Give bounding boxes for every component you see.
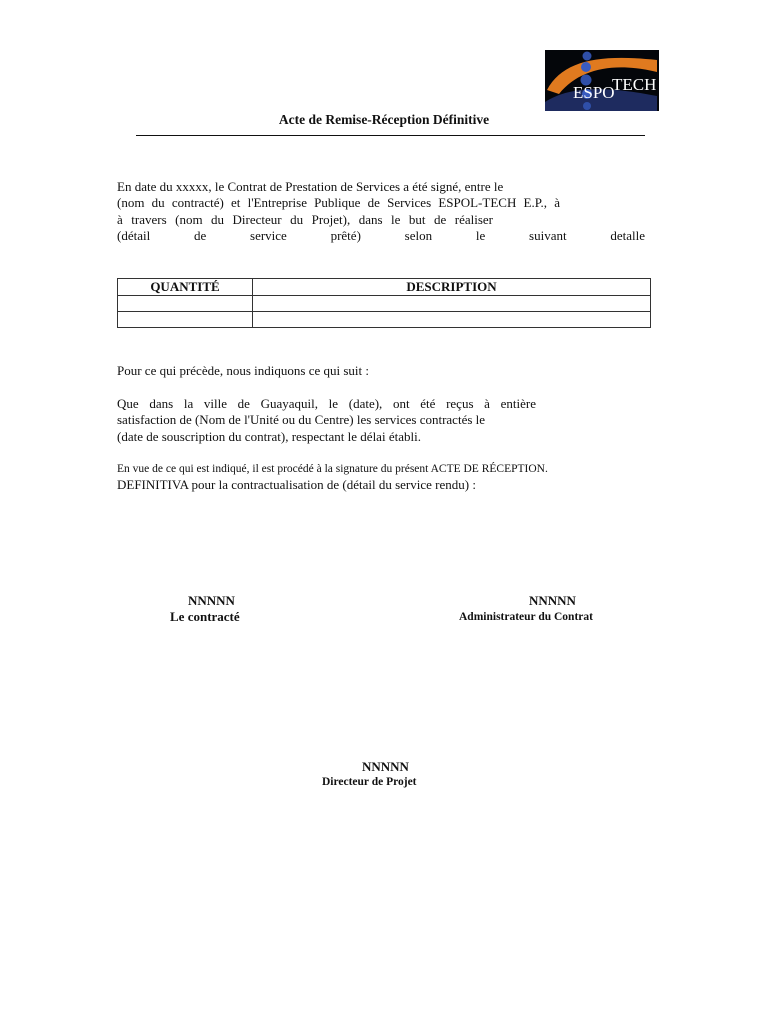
table-row xyxy=(118,312,651,328)
guayaquil-line: satisfaction de (Nom de l'Unité ou du Centre) les services contractés le xyxy=(117,412,486,428)
guayaquil-line: Que dans la ville de Guayaquil, le (date), ont été reçus à entière xyxy=(117,396,536,411)
table-header-row xyxy=(118,279,651,296)
director-name: NNNNN xyxy=(362,759,409,774)
paragraph-precede: Pour ce qui précède, nous indiquons ce qui suit : xyxy=(117,363,370,378)
guayaquil-line: (date de souscription du contrat), respectant le délai établi. xyxy=(117,428,421,444)
table-cell xyxy=(253,312,651,328)
intro-line: (détail de service prêté) selon le suivant detalle xyxy=(117,228,645,244)
paragraph-signature xyxy=(117,461,548,494)
items-table xyxy=(117,278,651,328)
table-cell xyxy=(253,296,651,312)
logo-graphic xyxy=(545,50,659,111)
signature-line: DEFINITIVA pour la contractualisation de (détail du service rendu) : xyxy=(117,477,476,493)
logo-sphere xyxy=(581,62,591,72)
signature-line: En vue de ce qui est indiqué, il est procédé à la signature du présent ACTE DE RÉCEPTION. xyxy=(117,463,548,475)
table-cell xyxy=(118,296,253,312)
paragraph-guayaquil xyxy=(117,396,536,445)
header-quantity: QUANTITÉ xyxy=(118,279,253,296)
contracted-role: Le contracté xyxy=(170,609,240,624)
contracted-name: NNNNN xyxy=(188,593,235,608)
intro-paragraph xyxy=(117,179,645,245)
logo-text-right: TECH xyxy=(612,75,657,94)
table-cell xyxy=(118,312,253,328)
header-description: DESCRIPTION xyxy=(253,279,651,296)
table-row xyxy=(118,296,651,312)
administrator-name: NNNNN xyxy=(529,593,576,608)
logo-sphere xyxy=(583,52,592,61)
administrator-role: Administrateur du Contrat xyxy=(459,611,593,623)
intro-line: En date du xxxxx, le Contrat de Prestation de Services a été signé, entre le xyxy=(117,179,504,194)
director-role: Directeur de Projet xyxy=(322,776,417,788)
logo-text-left: ESPO xyxy=(573,83,615,102)
document-title: Acte de Remise-Réception Définitive xyxy=(278,112,490,127)
logo-sphere xyxy=(583,102,591,110)
title-underline xyxy=(136,135,645,136)
intro-line: (nom du contracté) et l'Entreprise Publique de Services ESPOL-TECH E.P., à xyxy=(117,195,560,211)
intro-line: à travers (nom du Directeur du Projet), dans le but de réaliser xyxy=(117,211,493,227)
espol-tech-logo xyxy=(545,50,659,111)
